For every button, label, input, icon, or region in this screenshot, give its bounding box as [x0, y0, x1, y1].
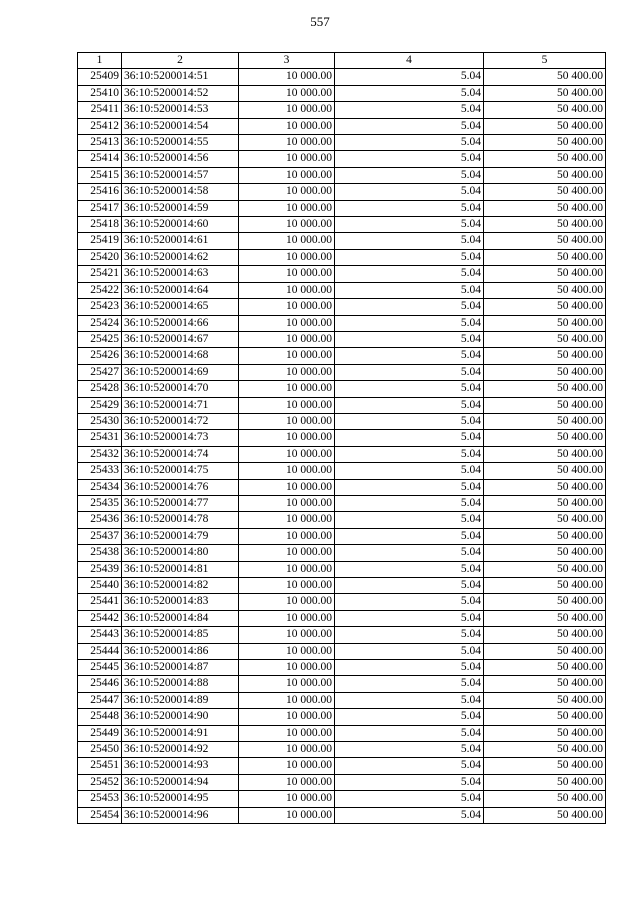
cadastral-number-cell: 36:10:5200014:55 [122, 135, 239, 151]
rate-cell: 5.04 [335, 364, 484, 380]
area-cell: 10 000.00 [239, 463, 335, 479]
cadastral-number-cell: 36:10:5200014:66 [122, 315, 239, 331]
amount-cell: 50 400.00 [484, 233, 606, 249]
area-cell: 10 000.00 [239, 709, 335, 725]
cadastral-number-cell: 36:10:5200014:75 [122, 463, 239, 479]
row-number-cell: 25428 [78, 381, 122, 397]
cadastral-number-cell: 36:10:5200014:93 [122, 758, 239, 774]
row-number-cell: 25454 [78, 807, 122, 823]
row-number-cell: 25430 [78, 413, 122, 429]
row-number-cell: 25429 [78, 397, 122, 413]
area-cell: 10 000.00 [239, 610, 335, 626]
row-number-cell: 25409 [78, 69, 122, 85]
area-cell: 10 000.00 [239, 643, 335, 659]
cadastral-number-cell: 36:10:5200014:82 [122, 578, 239, 594]
rate-cell: 5.04 [335, 594, 484, 610]
amount-cell: 50 400.00 [484, 381, 606, 397]
area-cell: 10 000.00 [239, 692, 335, 708]
area-cell: 10 000.00 [239, 561, 335, 577]
amount-cell: 50 400.00 [484, 413, 606, 429]
rate-cell: 5.04 [335, 69, 484, 85]
row-number-cell: 25440 [78, 578, 122, 594]
amount-cell: 50 400.00 [484, 676, 606, 692]
rate-cell: 5.04 [335, 791, 484, 807]
table-row [78, 102, 606, 118]
table-row [78, 233, 606, 249]
amount-cell: 50 400.00 [484, 774, 606, 790]
amount-cell: 50 400.00 [484, 167, 606, 183]
row-number-cell: 25448 [78, 709, 122, 725]
row-number-cell: 25431 [78, 430, 122, 446]
table-row [78, 725, 606, 741]
amount-cell: 50 400.00 [484, 791, 606, 807]
cadastral-number-cell: 36:10:5200014:54 [122, 118, 239, 134]
area-cell: 10 000.00 [239, 282, 335, 298]
amount-cell: 50 400.00 [484, 594, 606, 610]
rate-cell: 5.04 [335, 102, 484, 118]
area-cell: 10 000.00 [239, 135, 335, 151]
cadastral-number-cell: 36:10:5200014:56 [122, 151, 239, 167]
amount-cell: 50 400.00 [484, 266, 606, 282]
table-header-row [78, 53, 606, 69]
rate-cell: 5.04 [335, 118, 484, 134]
column-header-2: 2 [122, 53, 239, 69]
rate-cell: 5.04 [335, 545, 484, 561]
cadastral-number-cell: 36:10:5200014:67 [122, 331, 239, 347]
cadastral-number-cell: 36:10:5200014:62 [122, 249, 239, 265]
cadastral-number-cell: 36:10:5200014:64 [122, 282, 239, 298]
row-number-cell: 25444 [78, 643, 122, 659]
amount-cell: 50 400.00 [484, 446, 606, 462]
rate-cell: 5.04 [335, 85, 484, 101]
cadastral-number-cell: 36:10:5200014:63 [122, 266, 239, 282]
area-cell: 10 000.00 [239, 364, 335, 380]
amount-cell: 50 400.00 [484, 479, 606, 495]
cadastral-number-cell: 36:10:5200014:96 [122, 807, 239, 823]
row-number-cell: 25438 [78, 545, 122, 561]
table-row [78, 430, 606, 446]
cadastral-number-cell: 36:10:5200014:53 [122, 102, 239, 118]
rate-cell: 5.04 [335, 348, 484, 364]
amount-cell: 50 400.00 [484, 495, 606, 511]
cadastral-number-cell: 36:10:5200014:94 [122, 774, 239, 790]
table-row [78, 561, 606, 577]
cadastral-number-cell: 36:10:5200014:79 [122, 528, 239, 544]
table-row [78, 200, 606, 216]
rate-cell: 5.04 [335, 725, 484, 741]
rate-cell: 5.04 [335, 217, 484, 233]
table-row [78, 135, 606, 151]
table-row [78, 266, 606, 282]
amount-cell: 50 400.00 [484, 282, 606, 298]
rate-cell: 5.04 [335, 561, 484, 577]
row-number-cell: 25433 [78, 463, 122, 479]
amount-cell: 50 400.00 [484, 331, 606, 347]
amount-cell: 50 400.00 [484, 758, 606, 774]
amount-cell: 50 400.00 [484, 660, 606, 676]
cadastral-number-cell: 36:10:5200014:85 [122, 627, 239, 643]
table-row [78, 249, 606, 265]
amount-cell: 50 400.00 [484, 463, 606, 479]
row-number-cell: 25439 [78, 561, 122, 577]
rate-cell: 5.04 [335, 463, 484, 479]
row-number-cell: 25411 [78, 102, 122, 118]
row-number-cell: 25423 [78, 299, 122, 315]
area-cell: 10 000.00 [239, 381, 335, 397]
table-row [78, 495, 606, 511]
rate-cell: 5.04 [335, 742, 484, 758]
table-row [78, 512, 606, 528]
area-cell: 10 000.00 [239, 102, 335, 118]
row-number-cell: 25442 [78, 610, 122, 626]
area-cell: 10 000.00 [239, 578, 335, 594]
table-row [78, 528, 606, 544]
table-row [78, 758, 606, 774]
area-cell: 10 000.00 [239, 315, 335, 331]
rate-cell: 5.04 [335, 758, 484, 774]
row-number-cell: 25451 [78, 758, 122, 774]
amount-cell: 50 400.00 [484, 742, 606, 758]
amount-cell: 50 400.00 [484, 249, 606, 265]
row-number-cell: 25453 [78, 791, 122, 807]
table-row [78, 594, 606, 610]
row-number-cell: 25422 [78, 282, 122, 298]
row-number-cell: 25449 [78, 725, 122, 741]
cadastral-number-cell: 36:10:5200014:57 [122, 167, 239, 183]
area-cell: 10 000.00 [239, 660, 335, 676]
cadastral-number-cell: 36:10:5200014:92 [122, 742, 239, 758]
cadastral-number-cell: 36:10:5200014:87 [122, 660, 239, 676]
cadastral-number-cell: 36:10:5200014:90 [122, 709, 239, 725]
area-cell: 10 000.00 [239, 233, 335, 249]
table-row [78, 578, 606, 594]
row-number-cell: 25434 [78, 479, 122, 495]
cadastral-number-cell: 36:10:5200014:65 [122, 299, 239, 315]
table-row [78, 791, 606, 807]
area-cell: 10 000.00 [239, 725, 335, 741]
row-number-cell: 25417 [78, 200, 122, 216]
area-cell: 10 000.00 [239, 69, 335, 85]
row-number-cell: 25426 [78, 348, 122, 364]
rate-cell: 5.04 [335, 610, 484, 626]
land-plots-table [77, 52, 606, 824]
area-cell: 10 000.00 [239, 85, 335, 101]
row-number-cell: 25452 [78, 774, 122, 790]
amount-cell: 50 400.00 [484, 430, 606, 446]
area-cell: 10 000.00 [239, 545, 335, 561]
row-number-cell: 25432 [78, 446, 122, 462]
area-cell: 10 000.00 [239, 528, 335, 544]
cadastral-number-cell: 36:10:5200014:73 [122, 430, 239, 446]
area-cell: 10 000.00 [239, 627, 335, 643]
cadastral-number-cell: 36:10:5200014:68 [122, 348, 239, 364]
area-cell: 10 000.00 [239, 249, 335, 265]
rate-cell: 5.04 [335, 315, 484, 331]
rate-cell: 5.04 [335, 151, 484, 167]
area-cell: 10 000.00 [239, 151, 335, 167]
area-cell: 10 000.00 [239, 774, 335, 790]
table-row [78, 676, 606, 692]
rate-cell: 5.04 [335, 397, 484, 413]
area-cell: 10 000.00 [239, 413, 335, 429]
table-body [78, 69, 606, 824]
rate-cell: 5.04 [335, 282, 484, 298]
area-cell: 10 000.00 [239, 118, 335, 134]
row-number-cell: 25424 [78, 315, 122, 331]
table-row [78, 167, 606, 183]
area-cell: 10 000.00 [239, 676, 335, 692]
table-row [78, 397, 606, 413]
amount-cell: 50 400.00 [484, 397, 606, 413]
amount-cell: 50 400.00 [484, 610, 606, 626]
amount-cell: 50 400.00 [484, 151, 606, 167]
table-row [78, 282, 606, 298]
area-cell: 10 000.00 [239, 217, 335, 233]
table-row [78, 85, 606, 101]
table-row [78, 299, 606, 315]
amount-cell: 50 400.00 [484, 217, 606, 233]
rate-cell: 5.04 [335, 135, 484, 151]
rate-cell: 5.04 [335, 299, 484, 315]
rate-cell: 5.04 [335, 233, 484, 249]
amount-cell: 50 400.00 [484, 200, 606, 216]
amount-cell: 50 400.00 [484, 578, 606, 594]
area-cell: 10 000.00 [239, 594, 335, 610]
row-number-cell: 25416 [78, 184, 122, 200]
table-row [78, 774, 606, 790]
row-number-cell: 25419 [78, 233, 122, 249]
cadastral-number-cell: 36:10:5200014:78 [122, 512, 239, 528]
row-number-cell: 25441 [78, 594, 122, 610]
rate-cell: 5.04 [335, 512, 484, 528]
cadastral-number-cell: 36:10:5200014:60 [122, 217, 239, 233]
table-row [78, 643, 606, 659]
table-row [78, 69, 606, 85]
area-cell: 10 000.00 [239, 331, 335, 347]
table-row [78, 381, 606, 397]
table-row [78, 413, 606, 429]
cadastral-number-cell: 36:10:5200014:59 [122, 200, 239, 216]
rate-cell: 5.04 [335, 479, 484, 495]
table-row [78, 348, 606, 364]
column-header-5: 5 [484, 53, 606, 69]
cadastral-number-cell: 36:10:5200014:88 [122, 676, 239, 692]
area-cell: 10 000.00 [239, 397, 335, 413]
amount-cell: 50 400.00 [484, 348, 606, 364]
rate-cell: 5.04 [335, 807, 484, 823]
amount-cell: 50 400.00 [484, 69, 606, 85]
table-row [78, 331, 606, 347]
amount-cell: 50 400.00 [484, 709, 606, 725]
row-number-cell: 25443 [78, 627, 122, 643]
row-number-cell: 25413 [78, 135, 122, 151]
amount-cell: 50 400.00 [484, 315, 606, 331]
table-row [78, 660, 606, 676]
area-cell: 10 000.00 [239, 266, 335, 282]
area-cell: 10 000.00 [239, 446, 335, 462]
amount-cell: 50 400.00 [484, 299, 606, 315]
table-row [78, 118, 606, 134]
row-number-cell: 25421 [78, 266, 122, 282]
rate-cell: 5.04 [335, 200, 484, 216]
table-row [78, 709, 606, 725]
amount-cell: 50 400.00 [484, 627, 606, 643]
row-number-cell: 25435 [78, 495, 122, 511]
amount-cell: 50 400.00 [484, 545, 606, 561]
rate-cell: 5.04 [335, 774, 484, 790]
area-cell: 10 000.00 [239, 430, 335, 446]
area-cell: 10 000.00 [239, 758, 335, 774]
rate-cell: 5.04 [335, 528, 484, 544]
cadastral-number-cell: 36:10:5200014:74 [122, 446, 239, 462]
rate-cell: 5.04 [335, 331, 484, 347]
table-row [78, 545, 606, 561]
rate-cell: 5.04 [335, 249, 484, 265]
row-number-cell: 25420 [78, 249, 122, 265]
rate-cell: 5.04 [335, 627, 484, 643]
cadastral-number-cell: 36:10:5200014:81 [122, 561, 239, 577]
table-row [78, 742, 606, 758]
amount-cell: 50 400.00 [484, 561, 606, 577]
amount-cell: 50 400.00 [484, 807, 606, 823]
amount-cell: 50 400.00 [484, 512, 606, 528]
rate-cell: 5.04 [335, 643, 484, 659]
amount-cell: 50 400.00 [484, 643, 606, 659]
row-number-cell: 25436 [78, 512, 122, 528]
row-number-cell: 25446 [78, 676, 122, 692]
area-cell: 10 000.00 [239, 495, 335, 511]
row-number-cell: 25437 [78, 528, 122, 544]
cadastral-number-cell: 36:10:5200014:76 [122, 479, 239, 495]
rate-cell: 5.04 [335, 413, 484, 429]
table-row [78, 446, 606, 462]
amount-cell: 50 400.00 [484, 692, 606, 708]
amount-cell: 50 400.00 [484, 118, 606, 134]
table-row [78, 627, 606, 643]
cadastral-number-cell: 36:10:5200014:84 [122, 610, 239, 626]
rate-cell: 5.04 [335, 709, 484, 725]
rate-cell: 5.04 [335, 446, 484, 462]
column-header-4: 4 [335, 53, 484, 69]
rate-cell: 5.04 [335, 578, 484, 594]
table-row [78, 807, 606, 823]
cadastral-number-cell: 36:10:5200014:52 [122, 85, 239, 101]
rate-cell: 5.04 [335, 184, 484, 200]
table-row [78, 692, 606, 708]
row-number-cell: 25410 [78, 85, 122, 101]
amount-cell: 50 400.00 [484, 528, 606, 544]
cadastral-number-cell: 36:10:5200014:72 [122, 413, 239, 429]
row-number-cell: 25450 [78, 742, 122, 758]
row-number-cell: 25418 [78, 217, 122, 233]
area-cell: 10 000.00 [239, 512, 335, 528]
amount-cell: 50 400.00 [484, 364, 606, 380]
area-cell: 10 000.00 [239, 167, 335, 183]
area-cell: 10 000.00 [239, 791, 335, 807]
cadastral-number-cell: 36:10:5200014:69 [122, 364, 239, 380]
area-cell: 10 000.00 [239, 807, 335, 823]
table-row [78, 184, 606, 200]
row-number-cell: 25425 [78, 331, 122, 347]
rate-cell: 5.04 [335, 167, 484, 183]
area-cell: 10 000.00 [239, 200, 335, 216]
cadastral-number-cell: 36:10:5200014:95 [122, 791, 239, 807]
row-number-cell: 25415 [78, 167, 122, 183]
rate-cell: 5.04 [335, 266, 484, 282]
cadastral-number-cell: 36:10:5200014:61 [122, 233, 239, 249]
area-cell: 10 000.00 [239, 184, 335, 200]
table-row [78, 315, 606, 331]
table-row [78, 610, 606, 626]
row-number-cell: 25412 [78, 118, 122, 134]
cadastral-number-cell: 36:10:5200014:71 [122, 397, 239, 413]
area-cell: 10 000.00 [239, 742, 335, 758]
amount-cell: 50 400.00 [484, 184, 606, 200]
cadastral-number-cell: 36:10:5200014:86 [122, 643, 239, 659]
amount-cell: 50 400.00 [484, 102, 606, 118]
table-row [78, 479, 606, 495]
area-cell: 10 000.00 [239, 348, 335, 364]
column-header-3: 3 [239, 53, 335, 69]
cadastral-number-cell: 36:10:5200014:89 [122, 692, 239, 708]
rate-cell: 5.04 [335, 692, 484, 708]
row-number-cell: 25414 [78, 151, 122, 167]
table-row [78, 217, 606, 233]
rate-cell: 5.04 [335, 430, 484, 446]
amount-cell: 50 400.00 [484, 85, 606, 101]
cadastral-number-cell: 36:10:5200014:83 [122, 594, 239, 610]
cadastral-number-cell: 36:10:5200014:58 [122, 184, 239, 200]
row-number-cell: 25445 [78, 660, 122, 676]
amount-cell: 50 400.00 [484, 725, 606, 741]
cadastral-number-cell: 36:10:5200014:51 [122, 69, 239, 85]
table-row [78, 463, 606, 479]
table-row [78, 364, 606, 380]
rate-cell: 5.04 [335, 495, 484, 511]
amount-cell: 50 400.00 [484, 135, 606, 151]
page-number: 557 [310, 14, 330, 29]
rate-cell: 5.04 [335, 381, 484, 397]
rate-cell: 5.04 [335, 660, 484, 676]
row-number-cell: 25427 [78, 364, 122, 380]
cadastral-number-cell: 36:10:5200014:77 [122, 495, 239, 511]
column-header-1: 1 [78, 53, 122, 69]
rate-cell: 5.04 [335, 676, 484, 692]
cadastral-number-cell: 36:10:5200014:91 [122, 725, 239, 741]
cadastral-number-cell: 36:10:5200014:70 [122, 381, 239, 397]
row-number-cell: 25447 [78, 692, 122, 708]
cadastral-number-cell: 36:10:5200014:80 [122, 545, 239, 561]
table-row [78, 151, 606, 167]
area-cell: 10 000.00 [239, 479, 335, 495]
area-cell: 10 000.00 [239, 299, 335, 315]
